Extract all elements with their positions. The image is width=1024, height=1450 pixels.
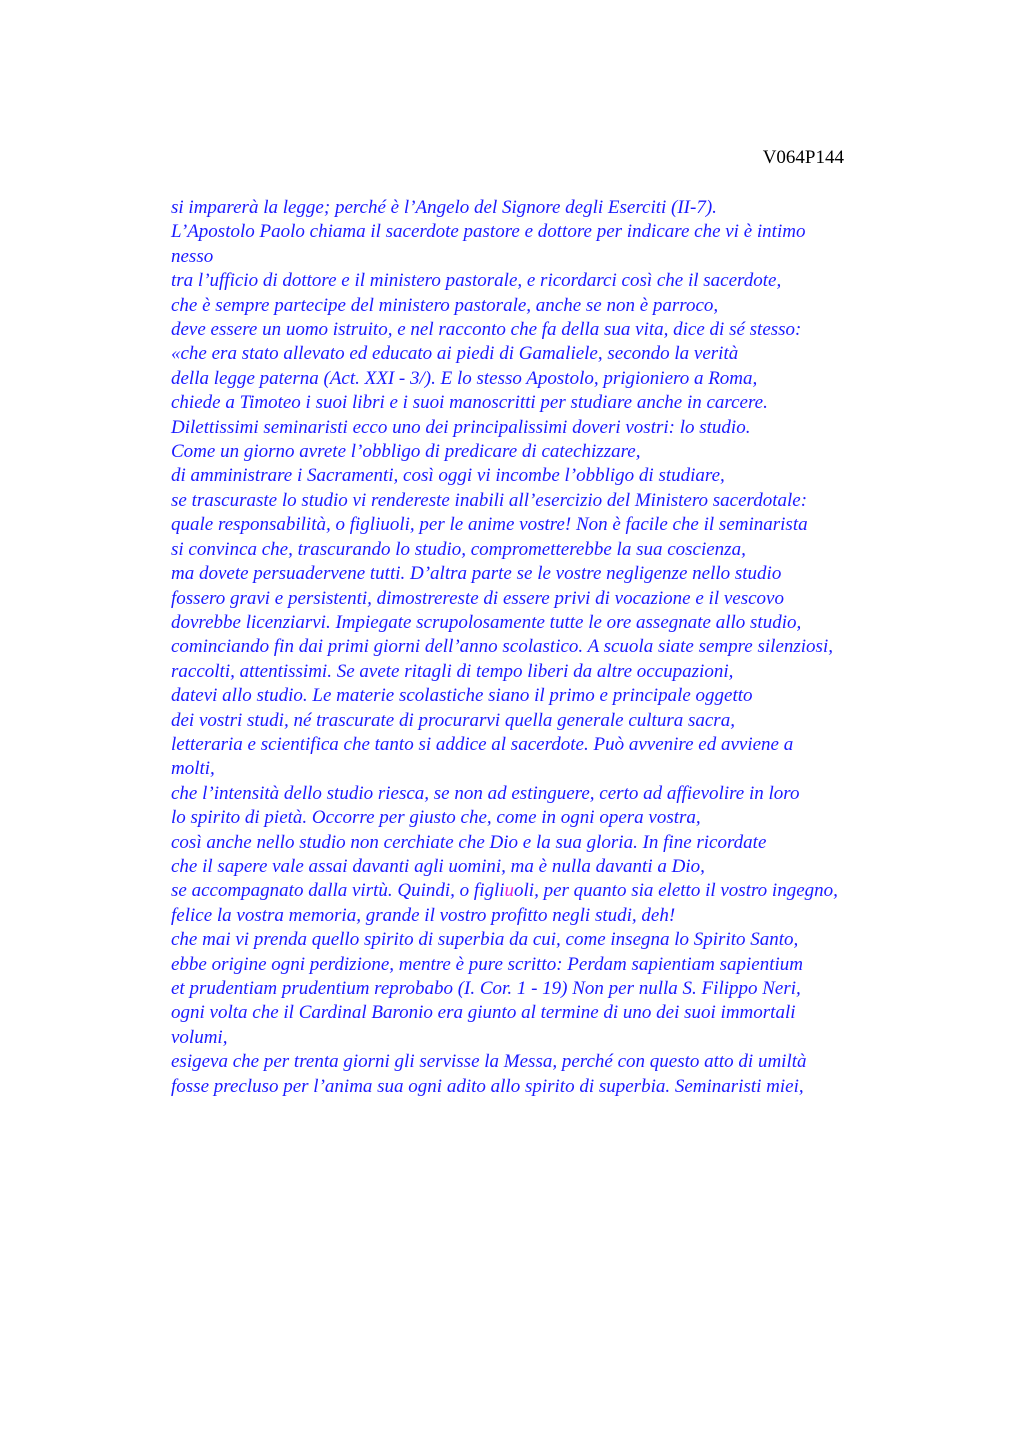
text-segment: se accompagnato dalla virtù. Quindi, o figli xyxy=(171,880,505,902)
text-line: nesso xyxy=(171,245,214,267)
text-segment: oli, per quanto sia eletto il vostro ingegno, xyxy=(514,880,838,902)
text-line: dei vostri studi, né trascurate di procurarvi quella generale cultura sacra, xyxy=(171,709,735,731)
text-line: che l’intensità dello studio riesca, se non ad estinguere, certo ad affievolire in loro xyxy=(171,782,800,804)
text-line: datevi allo studio. Le materie scolastiche siano il primo e principale oggetto xyxy=(171,685,753,707)
text-line: quale responsabilità, o figliuoli, per le anime vostre! Non è facile che il seminarista xyxy=(171,514,808,536)
text-line: se trascuraste lo studio vi rendereste inabili all’esercizio del Ministero sacerdotale: xyxy=(171,489,808,511)
text-line: molti, xyxy=(171,758,215,780)
text-line: esigeva che per trenta giorni gli servisse la Messa, perché con questo atto di umiltà xyxy=(171,1051,807,1073)
text-line: L’Apostolo Paolo chiama il sacerdote pastore e dottore per indicare che vi è intimo xyxy=(171,221,806,243)
text-line: fossero gravi e persistenti, dimostrereste di essere privi di vocazione e il vescovo xyxy=(171,587,784,609)
text-line: ogni volta che il Cardinal Baronio era giunto al termine di uno dei suoi immortali xyxy=(171,1002,796,1024)
text-line: di amministrare i Sacramenti, così oggi vi incombe l’obbligo di studiare, xyxy=(171,465,725,487)
text-line: ebbe origine ogni perdizione, mentre è pure scritto: Perdam sapientiam sapientium xyxy=(171,953,804,975)
highlighted-character: u xyxy=(504,880,515,902)
text-line: che mai vi prenda quello spirito di superbia da cui, come insegna lo Spirito Santo, xyxy=(171,929,799,951)
text-line: felice la vostra memoria, grande il vostro profitto negli studi, deh! xyxy=(171,904,676,926)
text-line: che è sempre partecipe del ministero pastorale, anche se non è parroco, xyxy=(171,294,719,316)
text-line: chiede a Timoteo i suoi libri e i suoi manoscritti per studiare anche in carcere. xyxy=(171,392,768,414)
text-line: dovrebbe licenziarvi. Impiegate scrupolosamente tutte le ore assegnate allo studio, xyxy=(171,611,802,633)
text-line: della legge paterna (Act. XXI - 3/). E lo stesso Apostolo, prigioniero a Roma, xyxy=(171,367,758,389)
text-line: si imparerà la legge; perché è l’Angelo del Signore degli Eserciti (II-7). xyxy=(171,197,717,218)
text-line: et prudentiam prudentium reprobabo (I. Cor. 1 - 19) Non per nulla S. Filippo Neri, xyxy=(171,978,801,999)
document-body xyxy=(171,196,911,1099)
text-line: lo spirito di pietà. Occorre per giusto che, come in ogni opera vostra, xyxy=(171,807,701,829)
text-line: così anche nello studio non cerchiate che Dio e la sua gloria. In fine ricordate xyxy=(171,831,767,853)
text-line: volumi, xyxy=(171,1026,228,1048)
page-code: V064P144 xyxy=(762,147,844,168)
text-line: ma dovete persuadervene tutti. D’altra parte se le vostre negligenze nello studio xyxy=(171,563,782,585)
text-line: che il sapere vale assai davanti agli uomini, ma è nulla davanti a Dio, xyxy=(171,855,705,877)
text-line: raccolti, attentissimi. Se avete ritagli di tempo liberi da altre occupazioni, xyxy=(171,660,734,682)
text-line: tra l’ufficio di dottore e il ministero pastorale, e ricordarci così che il sacerdote, xyxy=(171,270,782,292)
text-line: deve essere un uomo istruito, e nel racconto che fa della sua vita, dice di sé stesso: xyxy=(171,319,802,341)
text-line: Dilettissimi seminaristi ecco uno dei principalissimi doveri vostri: lo studio. xyxy=(171,416,751,438)
text-line: cominciando fin dai primi giorni dell’anno scolastico. A scuola siate sempre silenziosi, xyxy=(171,636,833,658)
text-line: letteraria e scientifica che tanto si addice al sacerdote. Può avvenire ed avviene a xyxy=(171,733,794,755)
text-line-highlighted xyxy=(171,879,911,903)
text-line: si convinca che, trascurando lo studio, comprometterebbe la sua coscienza, xyxy=(171,538,746,560)
text-line: Come un giorno avrete l’obbligo di predicare di catechizzare, xyxy=(171,441,641,463)
text-line: fosse precluso per l’anima sua ogni adito allo spirito di superbia. Seminaristi miei, xyxy=(171,1075,804,1097)
text-line: «che era stato allevato ed educato ai piedi di Gamaliele, secondo la verità xyxy=(171,343,739,365)
